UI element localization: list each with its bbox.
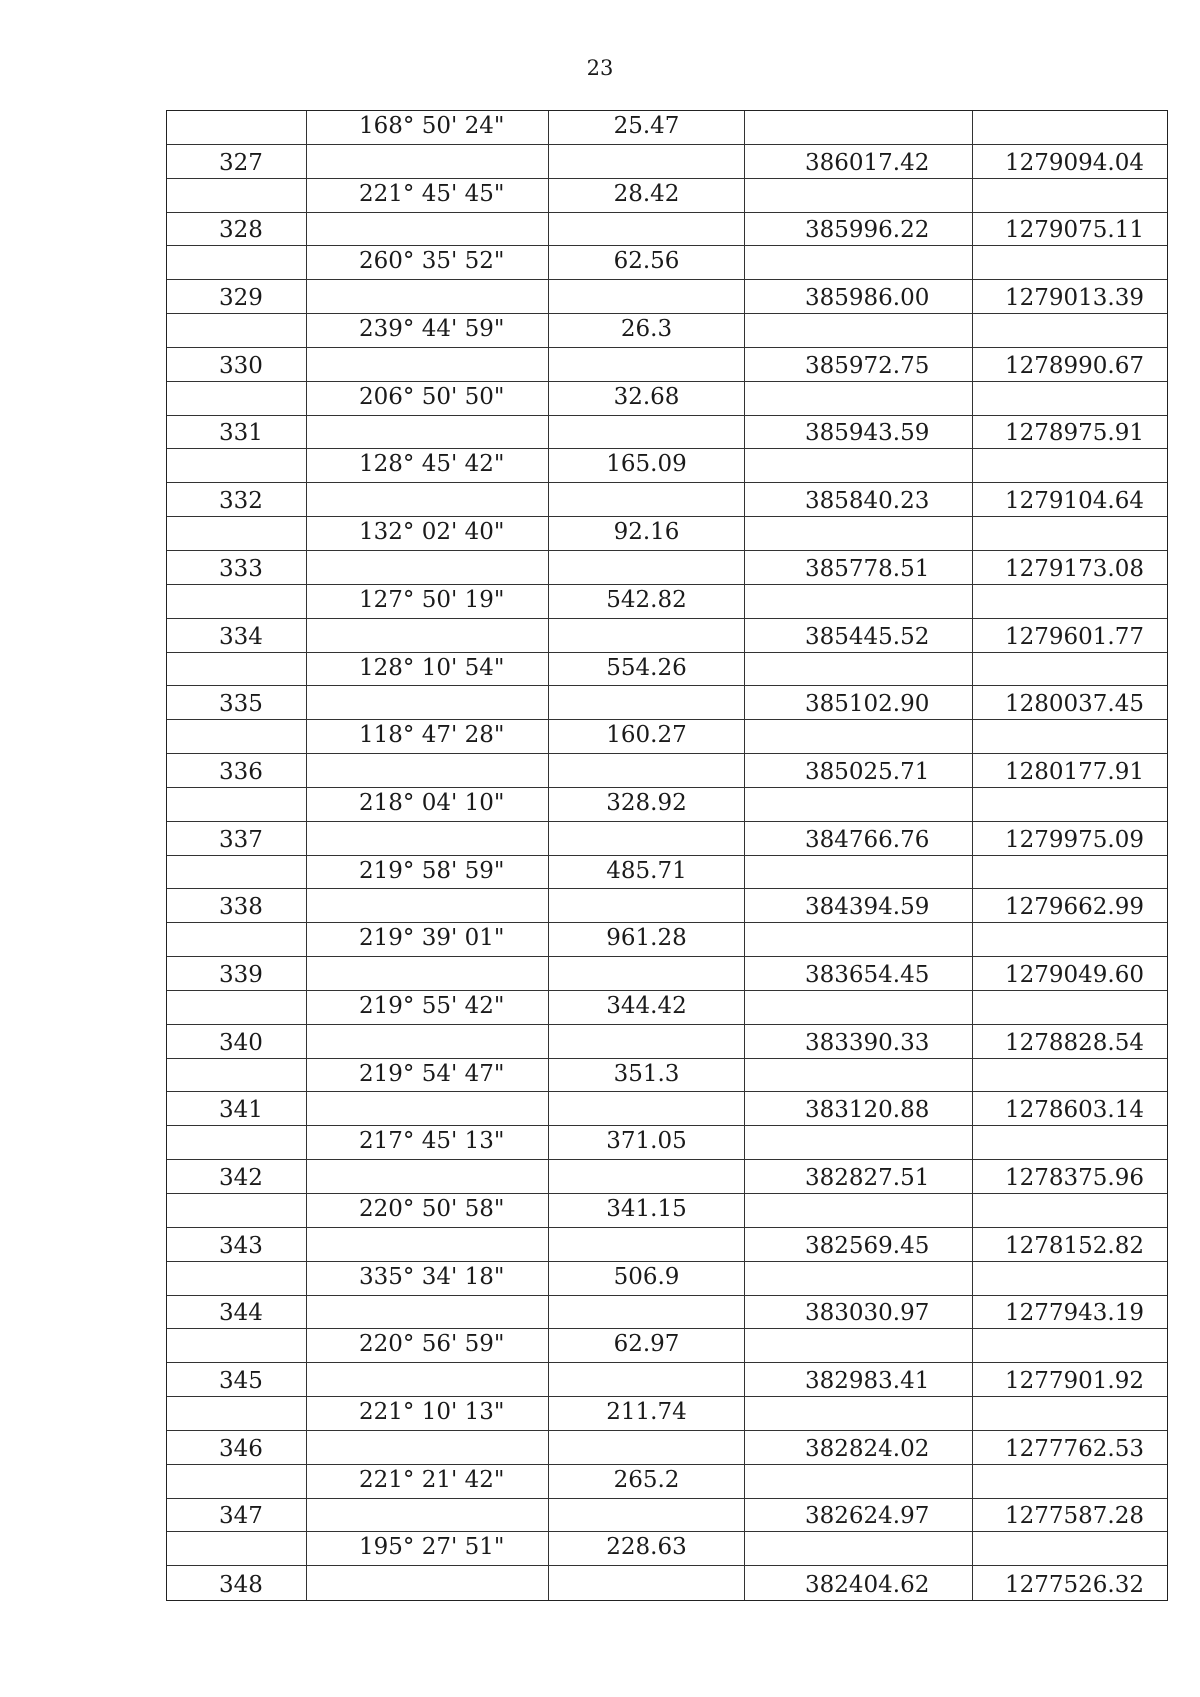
distance-cell: 228.63 — [549, 1532, 745, 1565]
distance-cell — [549, 1160, 745, 1193]
distance-cell: 265.2 — [549, 1465, 745, 1498]
distance-cell: 961.28 — [549, 923, 745, 956]
point-row — [167, 1363, 1167, 1397]
bearing-cell — [307, 1160, 549, 1193]
northing-cell — [973, 856, 1167, 889]
point-row — [167, 1025, 1167, 1059]
bearing-cell — [307, 619, 549, 652]
bearing-cell: 217° 45' 13" — [307, 1126, 549, 1159]
point-cell: 329 — [167, 280, 307, 313]
point-cell: 344 — [167, 1296, 307, 1329]
easting-cell — [745, 1262, 973, 1295]
distance-cell: 554.26 — [549, 653, 745, 686]
easting-cell — [745, 1126, 973, 1159]
point-cell — [167, 720, 307, 753]
point-cell — [167, 1194, 307, 1227]
bearing-cell: 206° 50' 50" — [307, 382, 549, 415]
bearing-cell — [307, 1025, 549, 1058]
easting-cell — [745, 111, 973, 144]
northing-cell — [973, 449, 1167, 482]
distance-cell: 26.3 — [549, 314, 745, 347]
distance-cell — [549, 1499, 745, 1532]
distance-cell: 341.15 — [549, 1194, 745, 1227]
northing-cell: 1279975.09 — [1005, 826, 1145, 853]
point-cell — [167, 1262, 307, 1295]
point-cell: 347 — [167, 1499, 307, 1532]
point-cell: 327 — [167, 145, 307, 178]
bearing-cell: 260° 35' 52" — [307, 246, 549, 279]
distance-cell: 211.74 — [549, 1397, 745, 1430]
northing-cell — [973, 179, 1167, 212]
point-cell — [167, 382, 307, 415]
bearing-cell: 219° 39' 01" — [307, 923, 549, 956]
point-cell — [167, 991, 307, 1024]
point-cell: 330 — [167, 348, 307, 381]
bearing-cell — [307, 213, 549, 246]
point-row — [167, 957, 1167, 991]
point-row — [167, 1092, 1167, 1126]
easting-cell: 385986.00 — [745, 280, 973, 313]
bearing-row — [167, 653, 1167, 687]
bearing-cell — [307, 416, 549, 449]
bearing-cell — [307, 1363, 549, 1396]
easting-cell — [745, 653, 973, 686]
distance-cell: 62.97 — [549, 1329, 745, 1362]
distance-cell — [549, 754, 745, 787]
point-cell: 339 — [167, 957, 307, 990]
bearing-cell: 195° 27' 51" — [307, 1532, 549, 1565]
bearing-cell: 127° 50' 19" — [307, 585, 549, 618]
point-cell — [167, 1532, 307, 1565]
point-cell — [167, 314, 307, 347]
bearing-cell: 239° 44' 59" — [307, 314, 549, 347]
northing-cell — [973, 1126, 1167, 1159]
point-cell — [167, 111, 307, 144]
bearing-cell: 168° 50' 24" — [307, 111, 549, 144]
point-cell — [167, 1059, 307, 1092]
bearing-cell — [307, 822, 549, 855]
easting-cell — [745, 1532, 973, 1565]
point-cell — [167, 923, 307, 956]
northing-cell: 1277526.32 — [1005, 1572, 1145, 1599]
point-row — [167, 889, 1167, 923]
distance-cell: 160.27 — [549, 720, 745, 753]
northing-cell — [973, 653, 1167, 686]
easting-cell: 386017.42 — [745, 145, 973, 178]
easting-cell: 385972.75 — [745, 348, 973, 381]
easting-cell — [745, 449, 973, 482]
page-number: 23 — [586, 56, 614, 80]
distance-cell — [549, 1566, 745, 1600]
easting-cell: 382827.51 — [745, 1160, 973, 1193]
northing-cell: 1277901.92 — [1005, 1368, 1145, 1395]
point-cell — [167, 856, 307, 889]
northing-cell: 1279104.64 — [1005, 488, 1145, 515]
point-cell: 340 — [167, 1025, 307, 1058]
bearing-row — [167, 382, 1167, 416]
distance-cell — [549, 145, 745, 178]
bearing-cell — [307, 1092, 549, 1125]
easting-cell — [745, 1059, 973, 1092]
point-cell: 337 — [167, 822, 307, 855]
distance-cell: 92.16 — [549, 517, 745, 550]
point-cell: 348 — [167, 1566, 307, 1600]
bearing-row — [167, 1194, 1167, 1228]
survey-table — [166, 110, 1168, 1601]
northing-cell: 1277762.53 — [1005, 1435, 1145, 1462]
distance-cell — [549, 551, 745, 584]
easting-cell — [745, 585, 973, 618]
easting-cell — [745, 382, 973, 415]
easting-cell — [745, 1194, 973, 1227]
easting-cell: 385778.51 — [745, 551, 973, 584]
bearing-cell: 128° 45' 42" — [307, 449, 549, 482]
easting-cell — [745, 1397, 973, 1430]
northing-cell — [973, 111, 1167, 144]
northing-cell: 1279601.77 — [1005, 623, 1145, 650]
bearing-row — [167, 1397, 1167, 1431]
point-row — [167, 483, 1167, 517]
bearing-cell — [307, 957, 549, 990]
point-cell: 331 — [167, 416, 307, 449]
point-cell — [167, 449, 307, 482]
bearing-row — [167, 449, 1167, 483]
easting-cell: 383120.88 — [745, 1092, 973, 1125]
easting-cell: 384766.76 — [745, 822, 973, 855]
point-cell — [167, 246, 307, 279]
bearing-row — [167, 246, 1167, 280]
distance-cell — [549, 416, 745, 449]
point-row — [167, 348, 1167, 382]
easting-cell: 385102.90 — [745, 686, 973, 719]
easting-cell: 382983.41 — [745, 1363, 973, 1396]
point-row — [167, 1296, 1167, 1330]
easting-cell: 385445.52 — [745, 619, 973, 652]
point-cell: 328 — [167, 213, 307, 246]
northing-cell: 1277587.28 — [1005, 1503, 1145, 1530]
point-cell: 338 — [167, 889, 307, 922]
northing-cell — [973, 1397, 1167, 1430]
distance-cell: 506.9 — [549, 1262, 745, 1295]
distance-cell: 28.42 — [549, 179, 745, 212]
northing-cell: 1279662.99 — [1005, 894, 1145, 921]
distance-cell — [549, 483, 745, 516]
northing-cell: 1278375.96 — [1005, 1165, 1145, 1191]
point-row — [167, 822, 1167, 856]
easting-cell: 382624.97 — [745, 1499, 973, 1532]
northing-cell: 1279075.11 — [1005, 217, 1145, 244]
northing-cell — [973, 314, 1167, 347]
point-cell — [167, 585, 307, 618]
bearing-cell: 128° 10' 54" — [307, 653, 549, 686]
northing-cell: 1278975.91 — [1005, 420, 1145, 447]
bearing-cell: 118° 47' 28" — [307, 720, 549, 753]
point-row — [167, 1160, 1167, 1194]
bearing-row — [167, 1126, 1167, 1160]
point-cell — [167, 1465, 307, 1498]
point-row — [167, 551, 1167, 585]
bearing-row — [167, 179, 1167, 213]
point-row — [167, 686, 1167, 720]
bearing-cell: 219° 55' 42" — [307, 991, 549, 1024]
easting-cell: 385840.23 — [745, 483, 973, 516]
point-row — [167, 280, 1167, 314]
northing-cell — [973, 1194, 1167, 1227]
point-cell — [167, 653, 307, 686]
bearing-cell: 220° 56' 59" — [307, 1329, 549, 1362]
bearing-cell: 221° 21' 42" — [307, 1465, 549, 1498]
distance-cell: 32.68 — [549, 382, 745, 415]
northing-cell — [973, 1532, 1167, 1565]
northing-cell: 1279049.60 — [1005, 961, 1145, 988]
northing-cell: 1280037.45 — [1005, 691, 1145, 718]
distance-cell — [549, 1228, 745, 1261]
distance-cell: 344.42 — [549, 991, 745, 1024]
point-row — [167, 145, 1167, 179]
point-row — [167, 1566, 1167, 1600]
bearing-cell — [307, 483, 549, 516]
bearing-cell — [307, 754, 549, 787]
easting-cell: 382569.45 — [745, 1228, 973, 1261]
northing-cell — [973, 1059, 1167, 1092]
bearing-row — [167, 991, 1167, 1025]
point-cell: 334 — [167, 619, 307, 652]
bearing-cell — [307, 280, 549, 313]
northing-cell: 1278603.14 — [1005, 1097, 1145, 1124]
bearing-row — [167, 923, 1167, 957]
distance-cell: 542.82 — [549, 585, 745, 618]
bearing-row — [167, 1329, 1167, 1363]
bearing-cell — [307, 1566, 549, 1600]
point-cell: 333 — [167, 551, 307, 584]
distance-cell — [549, 619, 745, 652]
bearing-cell: 221° 10' 13" — [307, 1397, 549, 1430]
bearing-row — [167, 788, 1167, 822]
northing-cell — [973, 1329, 1167, 1362]
bearing-row — [167, 720, 1167, 754]
bearing-cell — [307, 1228, 549, 1261]
distance-cell — [549, 348, 745, 381]
northing-cell — [973, 1465, 1167, 1498]
distance-cell — [549, 1296, 745, 1329]
point-cell: 345 — [167, 1363, 307, 1396]
northing-cell — [973, 585, 1167, 618]
easting-cell: 385996.22 — [745, 213, 973, 246]
easting-cell: 383390.33 — [745, 1025, 973, 1058]
distance-cell — [549, 686, 745, 719]
point-cell — [167, 179, 307, 212]
distance-cell: 328.92 — [549, 788, 745, 821]
easting-cell: 384394.59 — [745, 889, 973, 922]
easting-cell — [745, 517, 973, 550]
point-row — [167, 619, 1167, 653]
bearing-cell: 132° 02' 40" — [307, 517, 549, 550]
easting-cell: 385025.71 — [745, 754, 973, 787]
distance-cell: 485.71 — [549, 856, 745, 889]
northing-cell — [973, 720, 1167, 753]
northing-cell — [973, 517, 1167, 550]
bearing-cell — [307, 889, 549, 922]
bearing-row — [167, 1465, 1167, 1499]
distance-cell: 371.05 — [549, 1126, 745, 1159]
bearing-row — [167, 1059, 1167, 1093]
distance-cell: 62.56 — [549, 246, 745, 279]
distance-cell — [549, 1092, 745, 1125]
northing-cell: 1278152.82 — [1005, 1232, 1145, 1259]
distance-cell — [549, 822, 745, 855]
northing-cell: 1277943.19 — [1005, 1300, 1145, 1327]
point-cell — [167, 1329, 307, 1362]
bearing-cell: 220° 50' 58" — [307, 1194, 549, 1227]
bearing-cell: 335° 34' 18" — [307, 1262, 549, 1295]
point-cell — [167, 517, 307, 550]
northing-cell: 1279173.08 — [1005, 555, 1145, 582]
bearing-row — [167, 1532, 1167, 1566]
northing-cell — [973, 788, 1167, 821]
bearing-cell — [307, 551, 549, 584]
easting-cell: 385943.59 — [745, 416, 973, 449]
bearing-row — [167, 1262, 1167, 1296]
point-cell: 341 — [167, 1092, 307, 1125]
point-cell: 335 — [167, 686, 307, 719]
easting-cell — [745, 314, 973, 347]
distance-cell: 351.3 — [549, 1059, 745, 1092]
easting-cell: 383654.45 — [745, 957, 973, 990]
distance-cell: 165.09 — [549, 449, 745, 482]
bearing-row — [167, 585, 1167, 619]
point-cell: 332 — [167, 483, 307, 516]
easting-cell — [745, 788, 973, 821]
northing-cell — [973, 991, 1167, 1024]
point-row — [167, 1499, 1167, 1533]
bearing-row — [167, 517, 1167, 551]
bearing-row — [167, 856, 1167, 890]
easting-cell — [745, 1465, 973, 1498]
bearing-cell — [307, 1296, 549, 1329]
distance-cell: 25.47 — [549, 111, 745, 144]
northing-cell — [973, 246, 1167, 279]
easting-cell: 382404.62 — [745, 1566, 973, 1600]
distance-cell — [549, 1363, 745, 1396]
point-cell: 336 — [167, 754, 307, 787]
point-cell — [167, 1126, 307, 1159]
easting-cell — [745, 246, 973, 279]
northing-cell: 1278990.67 — [1005, 352, 1145, 379]
bearing-cell: 219° 58' 59" — [307, 856, 549, 889]
bearing-cell — [307, 1499, 549, 1532]
northing-cell: 1278828.54 — [1005, 1029, 1145, 1056]
easting-cell — [745, 991, 973, 1024]
point-cell — [167, 788, 307, 821]
distance-cell — [549, 280, 745, 313]
bearing-cell — [307, 145, 549, 178]
point-cell: 346 — [167, 1431, 307, 1464]
distance-cell — [549, 1025, 745, 1058]
bearing-row — [167, 111, 1167, 145]
easting-cell: 383030.97 — [745, 1296, 973, 1329]
point-cell: 342 — [167, 1160, 307, 1193]
bearing-cell: 219° 54' 47" — [307, 1059, 549, 1092]
easting-cell — [745, 720, 973, 753]
easting-cell — [745, 179, 973, 212]
bearing-cell — [307, 1431, 549, 1464]
bearing-cell: 218° 04' 10" — [307, 788, 549, 821]
easting-cell: 382824.02 — [745, 1431, 973, 1464]
bearing-cell — [307, 348, 549, 381]
easting-cell — [745, 923, 973, 956]
bearing-row — [167, 314, 1167, 348]
northing-cell: 1279013.39 — [1005, 285, 1145, 312]
northing-cell: 1280177.91 — [1005, 758, 1145, 785]
northing-cell: 1279094.04 — [1005, 149, 1145, 176]
northing-cell — [973, 923, 1167, 956]
point-cell: 343 — [167, 1228, 307, 1261]
distance-cell — [549, 1431, 745, 1464]
northing-cell — [973, 382, 1167, 415]
point-row — [167, 416, 1167, 450]
point-row — [167, 754, 1167, 788]
point-row — [167, 1431, 1167, 1465]
easting-cell — [745, 856, 973, 889]
distance-cell — [549, 957, 745, 990]
distance-cell — [549, 213, 745, 246]
point-row — [167, 1228, 1167, 1262]
distance-cell — [549, 889, 745, 922]
point-cell — [167, 1397, 307, 1430]
bearing-cell — [307, 686, 549, 719]
point-row — [167, 213, 1167, 247]
bearing-cell: 221° 45' 45" — [307, 179, 549, 212]
easting-cell — [745, 1329, 973, 1362]
northing-cell — [973, 1262, 1167, 1295]
